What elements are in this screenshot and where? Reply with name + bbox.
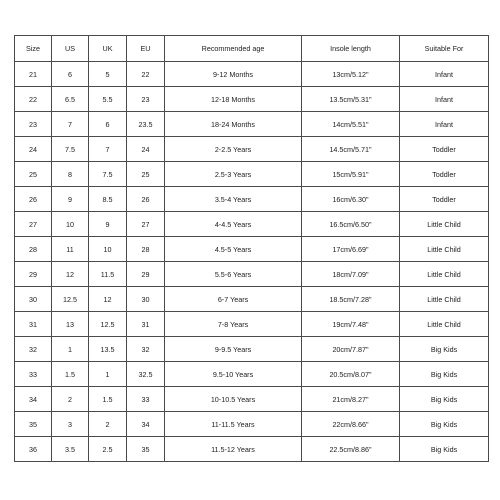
cell-size: 32 [15,337,52,362]
cell-eu: 26 [127,187,165,212]
table-row [15,212,489,237]
header-size: Size [15,36,52,62]
cell-recommended-age: 4-4.5 Years [165,212,302,237]
cell-insole-length: 22.5cm/8.86" [302,437,400,462]
cell-insole-length: 20cm/7.87" [302,337,400,362]
header-suitable-for: Suitable For [400,36,489,62]
cell-uk: 2.5 [89,437,127,462]
cell-uk: 9 [89,212,127,237]
cell-us: 11 [52,237,89,262]
cell-insole-length: 19cm/7.48" [302,312,400,337]
cell-recommended-age: 2.5-3 Years [165,162,302,187]
cell-recommended-age: 9.5-10 Years [165,362,302,387]
header-row [15,36,489,62]
header-eu: EU [127,36,165,62]
cell-insole-length: 14cm/5.51" [302,112,400,137]
table-row [15,237,489,262]
size-chart-table [14,35,489,462]
cell-us: 2 [52,387,89,412]
cell-size: 29 [15,262,52,287]
cell-size: 24 [15,137,52,162]
cell-us: 12.5 [52,287,89,312]
header-us: US [52,36,89,62]
table-row [15,412,489,437]
table-row [15,337,489,362]
cell-suitable-for: Infant [400,62,489,87]
cell-uk: 1 [89,362,127,387]
cell-size: 28 [15,237,52,262]
cell-eu: 22 [127,62,165,87]
cell-recommended-age: 6-7 Years [165,287,302,312]
cell-suitable-for: Toddler [400,137,489,162]
table-row [15,262,489,287]
table-header [15,36,489,62]
cell-us: 13 [52,312,89,337]
table-row [15,112,489,137]
table-row [15,162,489,187]
cell-eu: 33 [127,387,165,412]
cell-suitable-for: Big Kids [400,362,489,387]
cell-suitable-for: Little Child [400,237,489,262]
table-row [15,437,489,462]
cell-eu: 28 [127,237,165,262]
header-uk: UK [89,36,127,62]
cell-suitable-for: Big Kids [400,437,489,462]
cell-insole-length: 21cm/8.27" [302,387,400,412]
cell-eu: 23 [127,87,165,112]
cell-insole-length: 15cm/5.91" [302,162,400,187]
cell-recommended-age: 7-8 Years [165,312,302,337]
cell-suitable-for: Toddler [400,187,489,212]
cell-us: 9 [52,187,89,212]
cell-uk: 7.5 [89,162,127,187]
cell-uk: 5 [89,62,127,87]
cell-insole-length: 13cm/5.12" [302,62,400,87]
cell-us: 3.5 [52,437,89,462]
table-row [15,387,489,412]
cell-recommended-age: 9-12 Months [165,62,302,87]
cell-recommended-age: 4.5-5 Years [165,237,302,262]
cell-eu: 24 [127,137,165,162]
cell-eu: 25 [127,162,165,187]
cell-suitable-for: Infant [400,87,489,112]
cell-insole-length: 20.5cm/8.07" [302,362,400,387]
cell-uk: 1.5 [89,387,127,412]
cell-uk: 11.5 [89,262,127,287]
header-recommended-age: Recommended age [165,36,302,62]
cell-size: 23 [15,112,52,137]
table-row [15,137,489,162]
cell-us: 12 [52,262,89,287]
cell-eu: 32.5 [127,362,165,387]
table-row [15,312,489,337]
cell-us: 3 [52,412,89,437]
cell-recommended-age: 12-18 Months [165,87,302,112]
cell-size: 27 [15,212,52,237]
cell-suitable-for: Toddler [400,162,489,187]
cell-uk: 10 [89,237,127,262]
cell-size: 31 [15,312,52,337]
cell-size: 21 [15,62,52,87]
cell-uk: 8.5 [89,187,127,212]
cell-uk: 5.5 [89,87,127,112]
cell-us: 1 [52,337,89,362]
cell-recommended-age: 11.5-12 Years [165,437,302,462]
cell-eu: 31 [127,312,165,337]
cell-us: 7.5 [52,137,89,162]
cell-recommended-age: 10-10.5 Years [165,387,302,412]
cell-us: 10 [52,212,89,237]
cell-eu: 34 [127,412,165,437]
cell-eu: 32 [127,337,165,362]
cell-recommended-age: 3.5-4 Years [165,187,302,212]
header-insole-length: Insole length [302,36,400,62]
cell-size: 22 [15,87,52,112]
cell-size: 35 [15,412,52,437]
cell-us: 6 [52,62,89,87]
cell-eu: 23.5 [127,112,165,137]
cell-insole-length: 14.5cm/5.71" [302,137,400,162]
table-row [15,187,489,212]
cell-uk: 12.5 [89,312,127,337]
cell-uk: 7 [89,137,127,162]
cell-suitable-for: Little Child [400,212,489,237]
cell-size: 33 [15,362,52,387]
cell-size: 36 [15,437,52,462]
cell-uk: 12 [89,287,127,312]
cell-eu: 29 [127,262,165,287]
cell-recommended-age: 11-11.5 Years [165,412,302,437]
cell-uk: 13.5 [89,337,127,362]
cell-recommended-age: 18-24 Months [165,112,302,137]
cell-suitable-for: Big Kids [400,337,489,362]
cell-eu: 27 [127,212,165,237]
cell-size: 30 [15,287,52,312]
cell-insole-length: 18.5cm/7.28" [302,287,400,312]
cell-recommended-age: 9-9.5 Years [165,337,302,362]
cell-insole-length: 22cm/8.66" [302,412,400,437]
cell-suitable-for: Big Kids [400,412,489,437]
table-row [15,87,489,112]
cell-insole-length: 18cm/7.09" [302,262,400,287]
cell-insole-length: 17cm/6.69" [302,237,400,262]
cell-us: 6.5 [52,87,89,112]
cell-suitable-for: Little Child [400,262,489,287]
cell-size: 25 [15,162,52,187]
cell-insole-length: 16.5cm/6.50" [302,212,400,237]
cell-recommended-age: 2-2.5 Years [165,137,302,162]
table-row [15,287,489,312]
cell-suitable-for: Little Child [400,287,489,312]
cell-insole-length: 16cm/6.30" [302,187,400,212]
cell-recommended-age: 5.5-6 Years [165,262,302,287]
cell-uk: 6 [89,112,127,137]
cell-size: 34 [15,387,52,412]
cell-suitable-for: Infant [400,112,489,137]
table-row [15,62,489,87]
table-body [15,62,489,462]
cell-size: 26 [15,187,52,212]
cell-us: 1.5 [52,362,89,387]
cell-suitable-for: Big Kids [400,387,489,412]
cell-uk: 2 [89,412,127,437]
cell-us: 8 [52,162,89,187]
cell-eu: 35 [127,437,165,462]
cell-us: 7 [52,112,89,137]
table-row [15,362,489,387]
cell-eu: 30 [127,287,165,312]
cell-insole-length: 13.5cm/5.31" [302,87,400,112]
cell-suitable-for: Little Child [400,312,489,337]
